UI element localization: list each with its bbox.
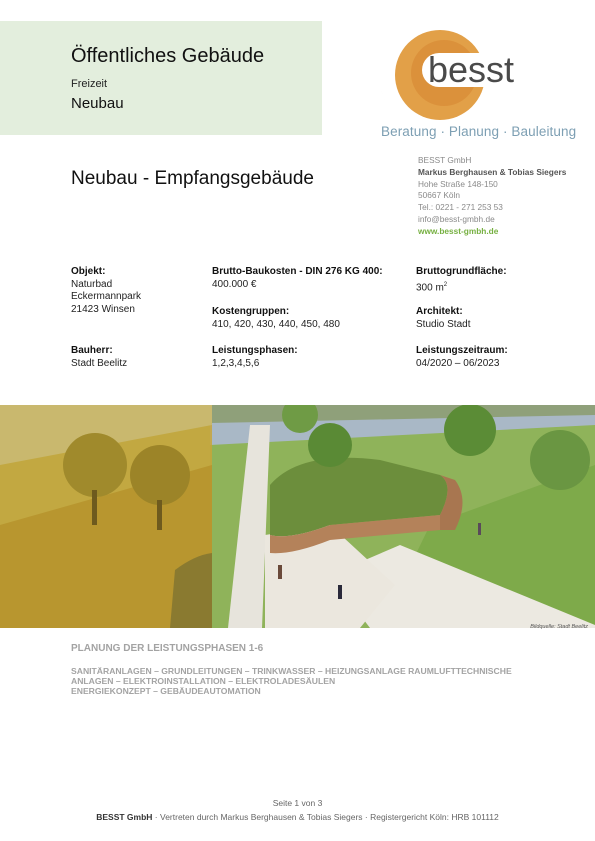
fact-architekt	[416, 306, 470, 331]
fact-objekt-line2: Eckermannpark	[71, 291, 142, 302]
fact-gruppen-value: 410, 420, 430, 440, 450, 480	[212, 318, 340, 330]
fact-zeitraum	[416, 345, 508, 370]
fact-bgf-value: 300 m	[416, 281, 444, 293]
contact-street: Hohe Straße 148-150	[418, 178, 498, 189]
footer	[0, 812, 595, 822]
fact-bauherr-label: Bauherr:	[71, 345, 113, 356]
section-title: PLANUNG DER LEISTUNGSPHASEN 1-6	[71, 643, 264, 654]
fact-objekt-label: Objekt:	[71, 266, 106, 277]
footer-text: · Vertreten durch Markus Berghausen & Tobias Siegers · Registergericht Köln: HRB 101112	[152, 812, 499, 822]
fact-objekt-line3: 21423 Winsen	[71, 303, 135, 315]
fact-architekt-label: Architekt:	[416, 306, 463, 317]
fact-gruppen	[212, 306, 340, 331]
fact-kosten-value: 400.000 €	[212, 278, 257, 290]
contact-block	[418, 155, 566, 238]
fact-bgf-label: Bruttogrundfläche:	[416, 266, 507, 277]
contact-phone: Tel.: 0221 - 271 253 53	[418, 202, 503, 213]
fact-bauherr-value: Stadt Beelitz	[71, 357, 128, 369]
fact-bgf	[416, 266, 507, 294]
services-line-3: ENERGIEKONZEPT – GEBÄUDEAUTOMATION	[71, 686, 261, 696]
fact-kosten-label: Brutto-Baukosten - DIN 276 KG 400:	[212, 266, 383, 277]
fact-bgf-row	[416, 279, 507, 295]
footer-company: BESST GmbH	[96, 812, 153, 822]
fact-zeitraum-label: Leistungszeitraum:	[416, 345, 508, 356]
fact-kosten	[212, 266, 383, 291]
contact-city: 50667 Köln	[418, 190, 460, 201]
fact-phasen-value: 1,2,3,4,5,6	[212, 357, 260, 369]
besst-logo	[378, 25, 578, 125]
fact-phasen-label: Leistungsphasen:	[212, 345, 298, 356]
document-title: Neubau - Empfangsgebäude	[71, 168, 314, 189]
category-label: Freizeit	[71, 78, 108, 90]
logo-wordmark: besst	[428, 49, 515, 90]
logo-tagline: Beratung · Planung · Bauleitung	[381, 124, 577, 139]
services-line-1: SANITÄRANLAGEN – GRUNDLEITUNGEN – TRINKWASSER – HEIZUNGSANLAGE RAUMLUFTTECHNISCHE	[71, 666, 512, 676]
image-caption: Bildquelle: Stadt Beelitz	[530, 624, 588, 630]
contact-email[interactable]: info@besst-gmbh.de	[418, 213, 495, 224]
header-box	[0, 21, 322, 135]
page-number: Seite 1 von 3	[272, 798, 323, 808]
fact-bauherr	[71, 345, 127, 370]
page-title: Öffentliches Gebäude	[71, 45, 265, 67]
fact-architekt-value: Studio Stadt	[416, 318, 471, 330]
contact-web[interactable]: www.besst-gmbh.de	[418, 225, 499, 236]
contact-people: Markus Berghausen & Tobias Siegers	[418, 166, 567, 177]
fact-bgf-sup: 2	[443, 281, 448, 288]
fact-phasen	[212, 345, 298, 370]
contact-company: BESST GmbH	[418, 155, 472, 165]
project-rendering-image	[0, 405, 595, 628]
services-list	[71, 666, 541, 696]
project-type: Neubau	[71, 95, 124, 112]
fact-objekt	[71, 266, 141, 316]
fact-objekt-line1: Naturbad	[71, 278, 113, 290]
fact-zeitraum-value: 04/2020 – 06/2023	[416, 357, 500, 369]
services-line-2: ANLAGEN – ELEKTROINSTALLATION – ELEKTROLADESÄULEN	[71, 676, 336, 686]
fact-gruppen-label: Kostengruppen:	[212, 306, 290, 317]
